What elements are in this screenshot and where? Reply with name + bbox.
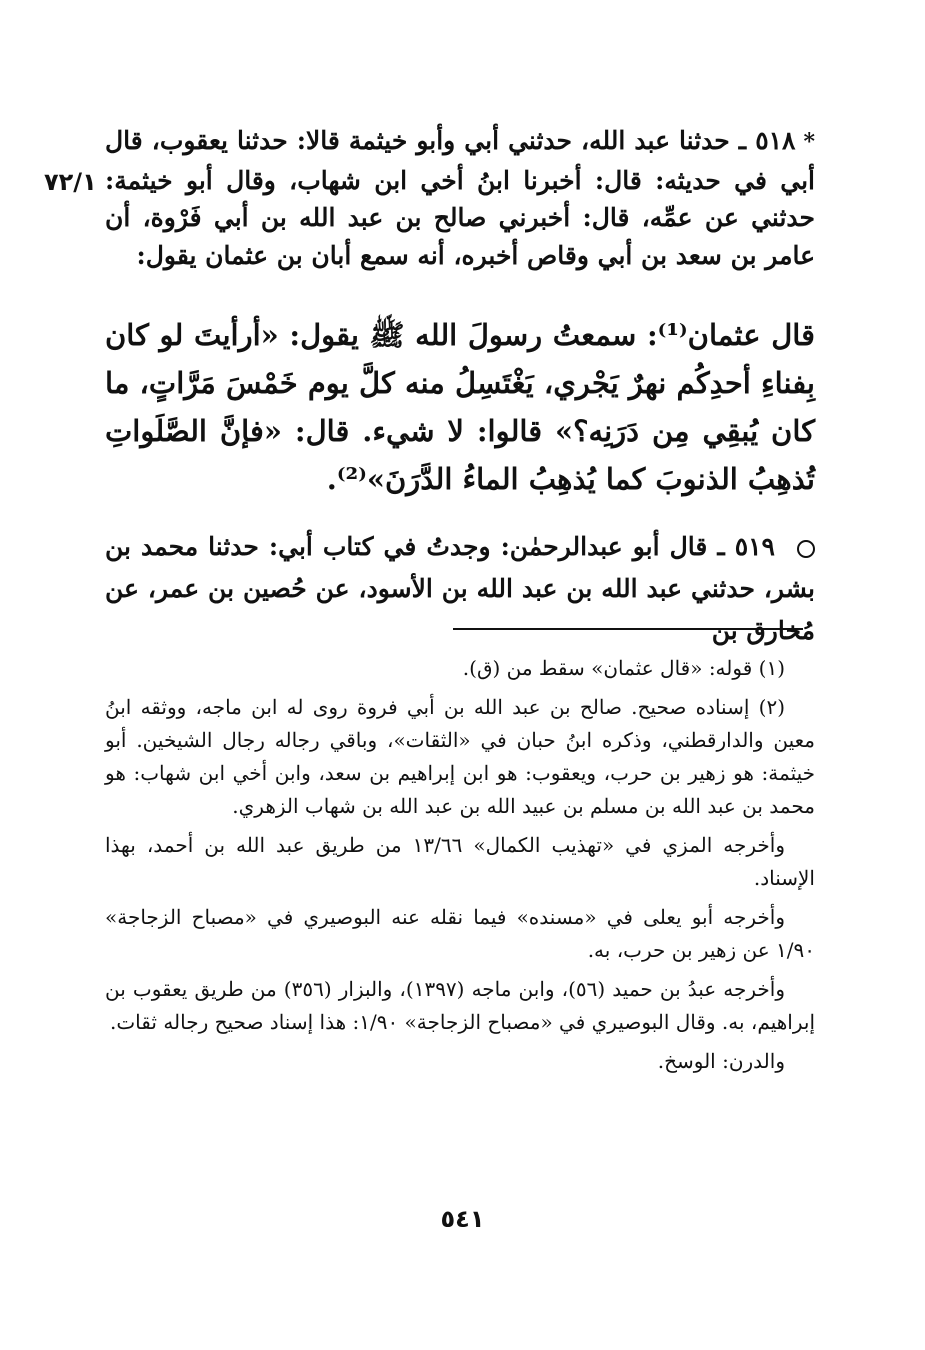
footnote-2: (٢) إسناده صحيح. صالح بن عبد الله بن أبي فروة روى له ابن ماجه، ووثقه ابنُ معين والدارقطني، وذكره ابنُ حبان في «الثقات»، وباقي رجاله رجال الشيخين. أبو خيثمة: هو زهير بن حرب، ويعقوب: هو ابن إبراهيم بن سعد، وابن أخي ابن شهاب: هو محمد بن عبد الله بن مسلم بن عبيد الله بن عبد الله بن شهاب الزهري.	[105, 695, 815, 818]
asterisk-icon: *	[803, 129, 815, 155]
footnote-2-paragraph: وأخرجه أبو يعلى في «مسنده» فيما نقله عنه البوصيري في «مصباح الزجاجة» ١/٩٠ عن زهير بن حرب، به.	[105, 905, 815, 962]
hadith-519	[105, 526, 815, 652]
footnotes	[105, 652, 815, 1084]
hadith-518-isnad	[105, 122, 815, 274]
volume-page-reference: ٧٢/١	[44, 168, 97, 196]
page-number: ٥٤١	[440, 1205, 485, 1233]
hadith-519-text: ٥١٩ ـ قال أبو عبدالرحمٰن: وجدتُ في كتاب أبي: حدثنا محمد بن بشر، حدثني عبد الله بن عبد الله بن الأسود، عن حُصين بن عمر، عن مُخارق بن	[105, 532, 815, 645]
footnote-2-paragraph: والدرن: الوسخ.	[657, 1049, 785, 1073]
footnote-2-paragraph: وأخرجه المزي في «تهذيب الكمال» ١٣/٦٦ من طريق عبد الله بن أحمد، بهذا الإسناد.	[105, 833, 815, 890]
footnote-1: (١) قوله: «قال عثمان» سقط من (ق).	[462, 656, 785, 680]
footnote-2-paragraph: وأخرجه عبدُ بن حميد (٥٦)، وابن ماجه (١٣٩٧)، والبزار (٣٥٦) من طريق يعقوب بن إبراهيم، به. وقال البوصيري في «مصباح الزجاجة» ١/٩٠: هذا إسناد صحيح رجاله ثقات.	[105, 977, 815, 1034]
footnote-divider	[453, 628, 803, 630]
circle-icon	[797, 540, 815, 558]
hadith-518-matn: قال عثمان⁽¹⁾: سمعتُ رسولَ الله ﷺ يقول: «أرأيتَ لو كان بِفناءِ أحدِكُم نهرٌ يَجْري، يَغْتَسِلُ منه كلَّ يوم خَمْسَ مَرَّاتٍ، ما كان يُبقِي مِن دَرَنِه؟» قالوا: لا شيء. قال: «فإنَّ الصَّلَواتِ تُذهِبُ الذنوبَ كما يُذهِبُ الماءُ الدَّرَنَ»⁽²⁾.	[105, 318, 815, 496]
hadith-518-text: ٥١٨ ـ حدثنا عبد الله، حدثني أبي وأبو خيثمة قالا: حدثنا يعقوب، قال أبي في حديثه: قال: أخبرنا ابنُ أخي ابن شهاب، وقال أبو خيثمة: حدثني عن عمِّه، قال: أخبرني صالح بن عبد الله بن أبي فَرْوة، أن عامر بن سعد بن أبي وقاص أخبره، أنه سمع أبان بن عثمان يقول:	[105, 126, 815, 270]
